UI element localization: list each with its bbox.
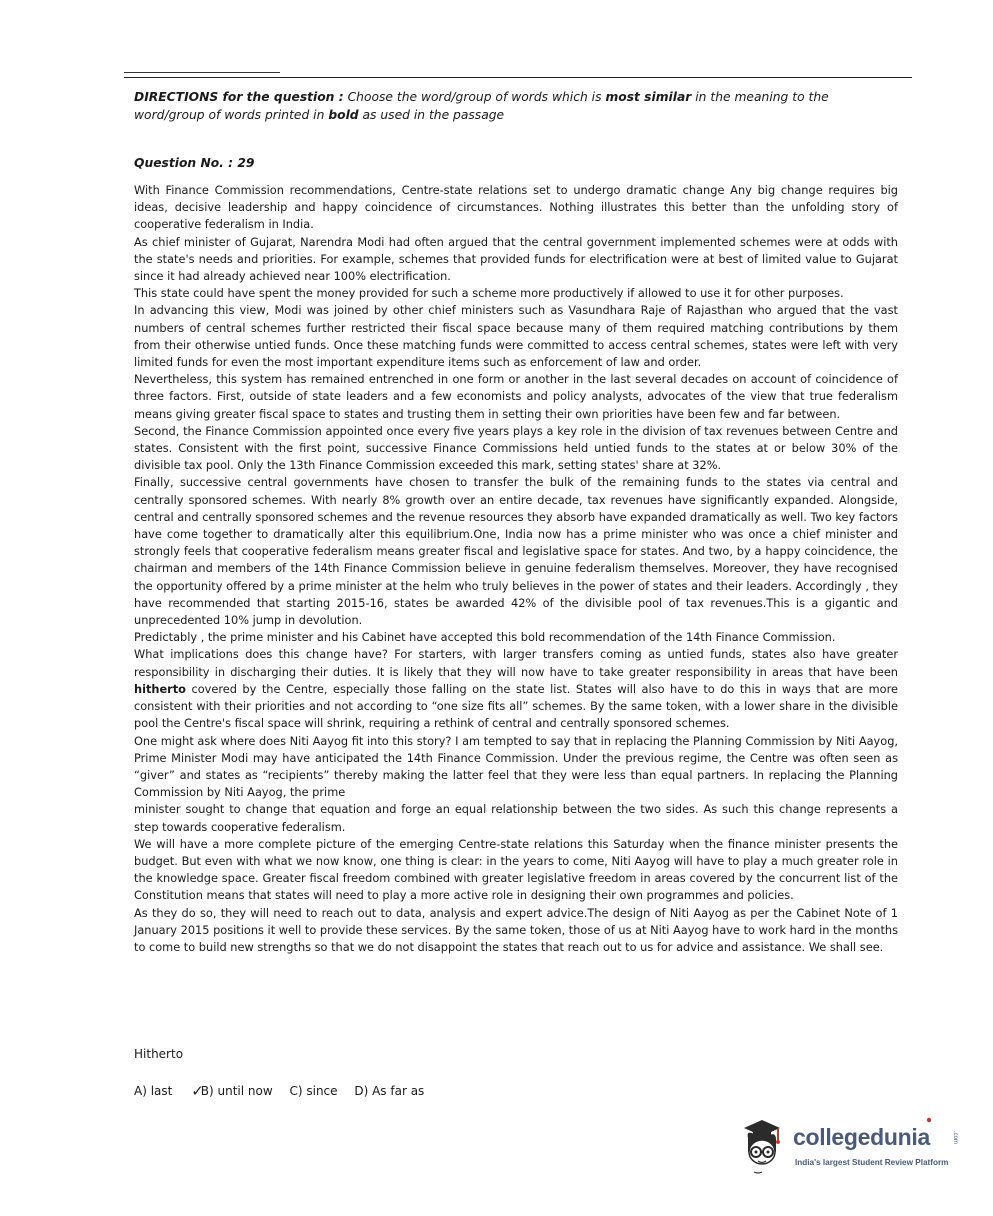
directions-emphasis-bold: bold xyxy=(328,107,359,122)
passage-paragraph-7: Finally, successive central governments have chosen to transfer the bulk of the remaining funds to the states via central and centrally sponsored schemes. With nearly 8% growth over an entire decade, tax revenues have significantly expanded. Alongside, central and centrally sponsored schemes and the revenue resources they absorb have expanded dramatically as well. Two key factors have come together to dramatically alter this equilibrium.One, India now has a prime minister who was once a chief minister and strongly feels that cooperative federalism means greater fiscal and legislative space for states. And two, by a happy coincidence, the chairman and members of the 14th Finance Commission believe in genuine federalism themselves. Moreover, they have recognised the opportunity offered by a prime minister at the helm who truly believes in the power of states and their leaders. Accordingly , they have recommended that starting 2015-16, states be awarded 42% of the divisible pool of tax revenues.This is a gigantic and unprecedented 10% jump in devolution. xyxy=(134,475,898,628)
option-c[interactable]: C) since xyxy=(289,1084,338,1098)
answer-options xyxy=(134,1081,437,1099)
target-word: Hitherto xyxy=(134,1047,184,1061)
passage-paragraph-9 xyxy=(134,646,898,732)
directions-text xyxy=(134,89,898,124)
passage-paragraph-6: Second, the Finance Commission appointed once every five years plays a key role in the division of tax revenues between Centre and states. Consistent with the first point, successive Finance Commissions held untied funds to the states at or below 30% of the divisible tax pool. Only the 13th Finance Commission exceeded this mark, setting states' share at 32%. xyxy=(134,423,898,473)
passage-paragraph-12: We will have a more complete picture of the emerging Centre-state relations this Saturday when the finance minister presents the budget. But even with what we now know, one thing is clear: in the years to come, Niti Aayog will have to play a much greater role in the knowledge space. Greater fiscal freedom combined with greater legislative freedom in areas covered by the concurrent list of the Constitution means that states will need to play a more active role in designing their own programmes and policies. xyxy=(134,836,898,903)
passage-paragraph-11: minister sought to change that equation and forge an equal relationship between the two sides. As such this change represents a step towards cooperative federalism. xyxy=(134,802,898,834)
header-short-rule xyxy=(124,72,280,73)
passage-paragraph-8: Predictably , the prime minister and his Cabinet have accepted this bold recommendation of the 14th Finance Commission. xyxy=(134,630,836,645)
logo-tagline: India's largest Student Review Platform xyxy=(795,1158,949,1167)
option-b[interactable]: B) until now xyxy=(200,1084,273,1098)
logo-brand-suffix: .com xyxy=(952,1131,958,1145)
passage-p9-before: What implications does this change have? For starters, with larger transfers coming as untied funds, states also have greater responsibility in discharging their duties. It is likely that they will now have to take greater responsibility in areas that have been xyxy=(134,647,898,679)
passage-p9-after: covered by the Centre, especially those falling on the state list. States will also have to do this in ways that are more consistent with their priorities and not according to “one size fits all” schemes. By the same token, with a lower share in the divisible pool the Centre's fiscal space will shrink, requiring a rethink of central and centrally sponsored schemes. xyxy=(134,681,898,731)
directions-label: DIRECTIONS for the question : xyxy=(134,90,344,104)
option-a[interactable]: A) last xyxy=(134,1084,173,1098)
header-long-rule xyxy=(124,77,912,78)
directions-text-3: as used in the passage xyxy=(362,107,505,122)
passage-paragraph-5: Nevertheless, this system has remained entrenched in one form or another in the last several decades on account of coincidence of three factors. First, outside of state leaders and a few economists and policy analysts, advocates of the view that true federalism means giving greater fiscal space to states and trusting them in setting their own priorities have been few and far between. xyxy=(134,372,898,421)
directions-emphasis-most-similar: most similar xyxy=(605,90,692,104)
option-d[interactable]: D) As far as xyxy=(354,1084,425,1098)
directions-text-2: in the meaning to the word/group of words printed in xyxy=(134,90,829,122)
passage-paragraph-10: One might ask where does Niti Aayog fit into this story? I am tempted to say that in replacing the Planning Commission by Niti Aayog, Prime Minister Modi may have anticipated the 14th Finance Commission. Under the previous regime, the Centre was often seen as “giver” and states as “recipients” thereby making the latter feel that they were less than equal partners. In replacing the Planning Commission by Niti Aayog, the prime xyxy=(134,733,898,800)
logo-brand-name: collegedunia xyxy=(793,1124,930,1150)
passage xyxy=(134,182,898,956)
passage-bold-word: hitherto xyxy=(134,681,186,696)
passage-paragraph-4: In advancing this view, Modi was joined by other chief ministers such as Vasundhara Raje of Rajasthan who argued that the vast numbers of central schemes further restricted their fiscal space because many of them required matching contributions by them from their otherwise untied funds. Once these matching funds were committed to access central schemes, states were left with very limited funds for even the most important expenditure items such as enforcement of law and order. xyxy=(134,303,898,370)
passage-paragraph-1: With Finance Commission recommendations, Centre-state relations set to undergo dramatic change Any big change requires big ideas, decisive leadership and happy coincidence of circumstances. Nothing illustrates this better than the unfolding story of cooperative federalism in India. xyxy=(134,183,898,232)
checkmark-icon: ✓ xyxy=(191,1082,204,1100)
passage-paragraph-2: As chief minister of Gujarat, Narendra Modi had often argued that the central government implemented schemes were at odds with the state's needs and priorities. For example, schemes that provided funds for electrification were at best of limited value to Gujarat since it had already achieved near 100% electrification. xyxy=(134,234,898,284)
question-number: Question No. : 29 xyxy=(134,156,255,170)
passage-paragraph-3: This state could have spent the money provided for such a scheme more productively if allowed to use it for other purposes. xyxy=(134,286,844,301)
directions-text-1: Choose the word/group of words which is xyxy=(347,90,602,104)
passage-paragraph-13: As they do so, they will need to reach out to data, analysis and expert advice.The design of Niti Aayog as per the Cabinet Note of 1 January 2015 positions it well to provide these services. By the same token, those of us at Niti Aayog have to work hard in the months to come to build new strengths so that we do not disappoint the states that reach out to us for advice and assistance. We shall see. xyxy=(134,905,898,954)
